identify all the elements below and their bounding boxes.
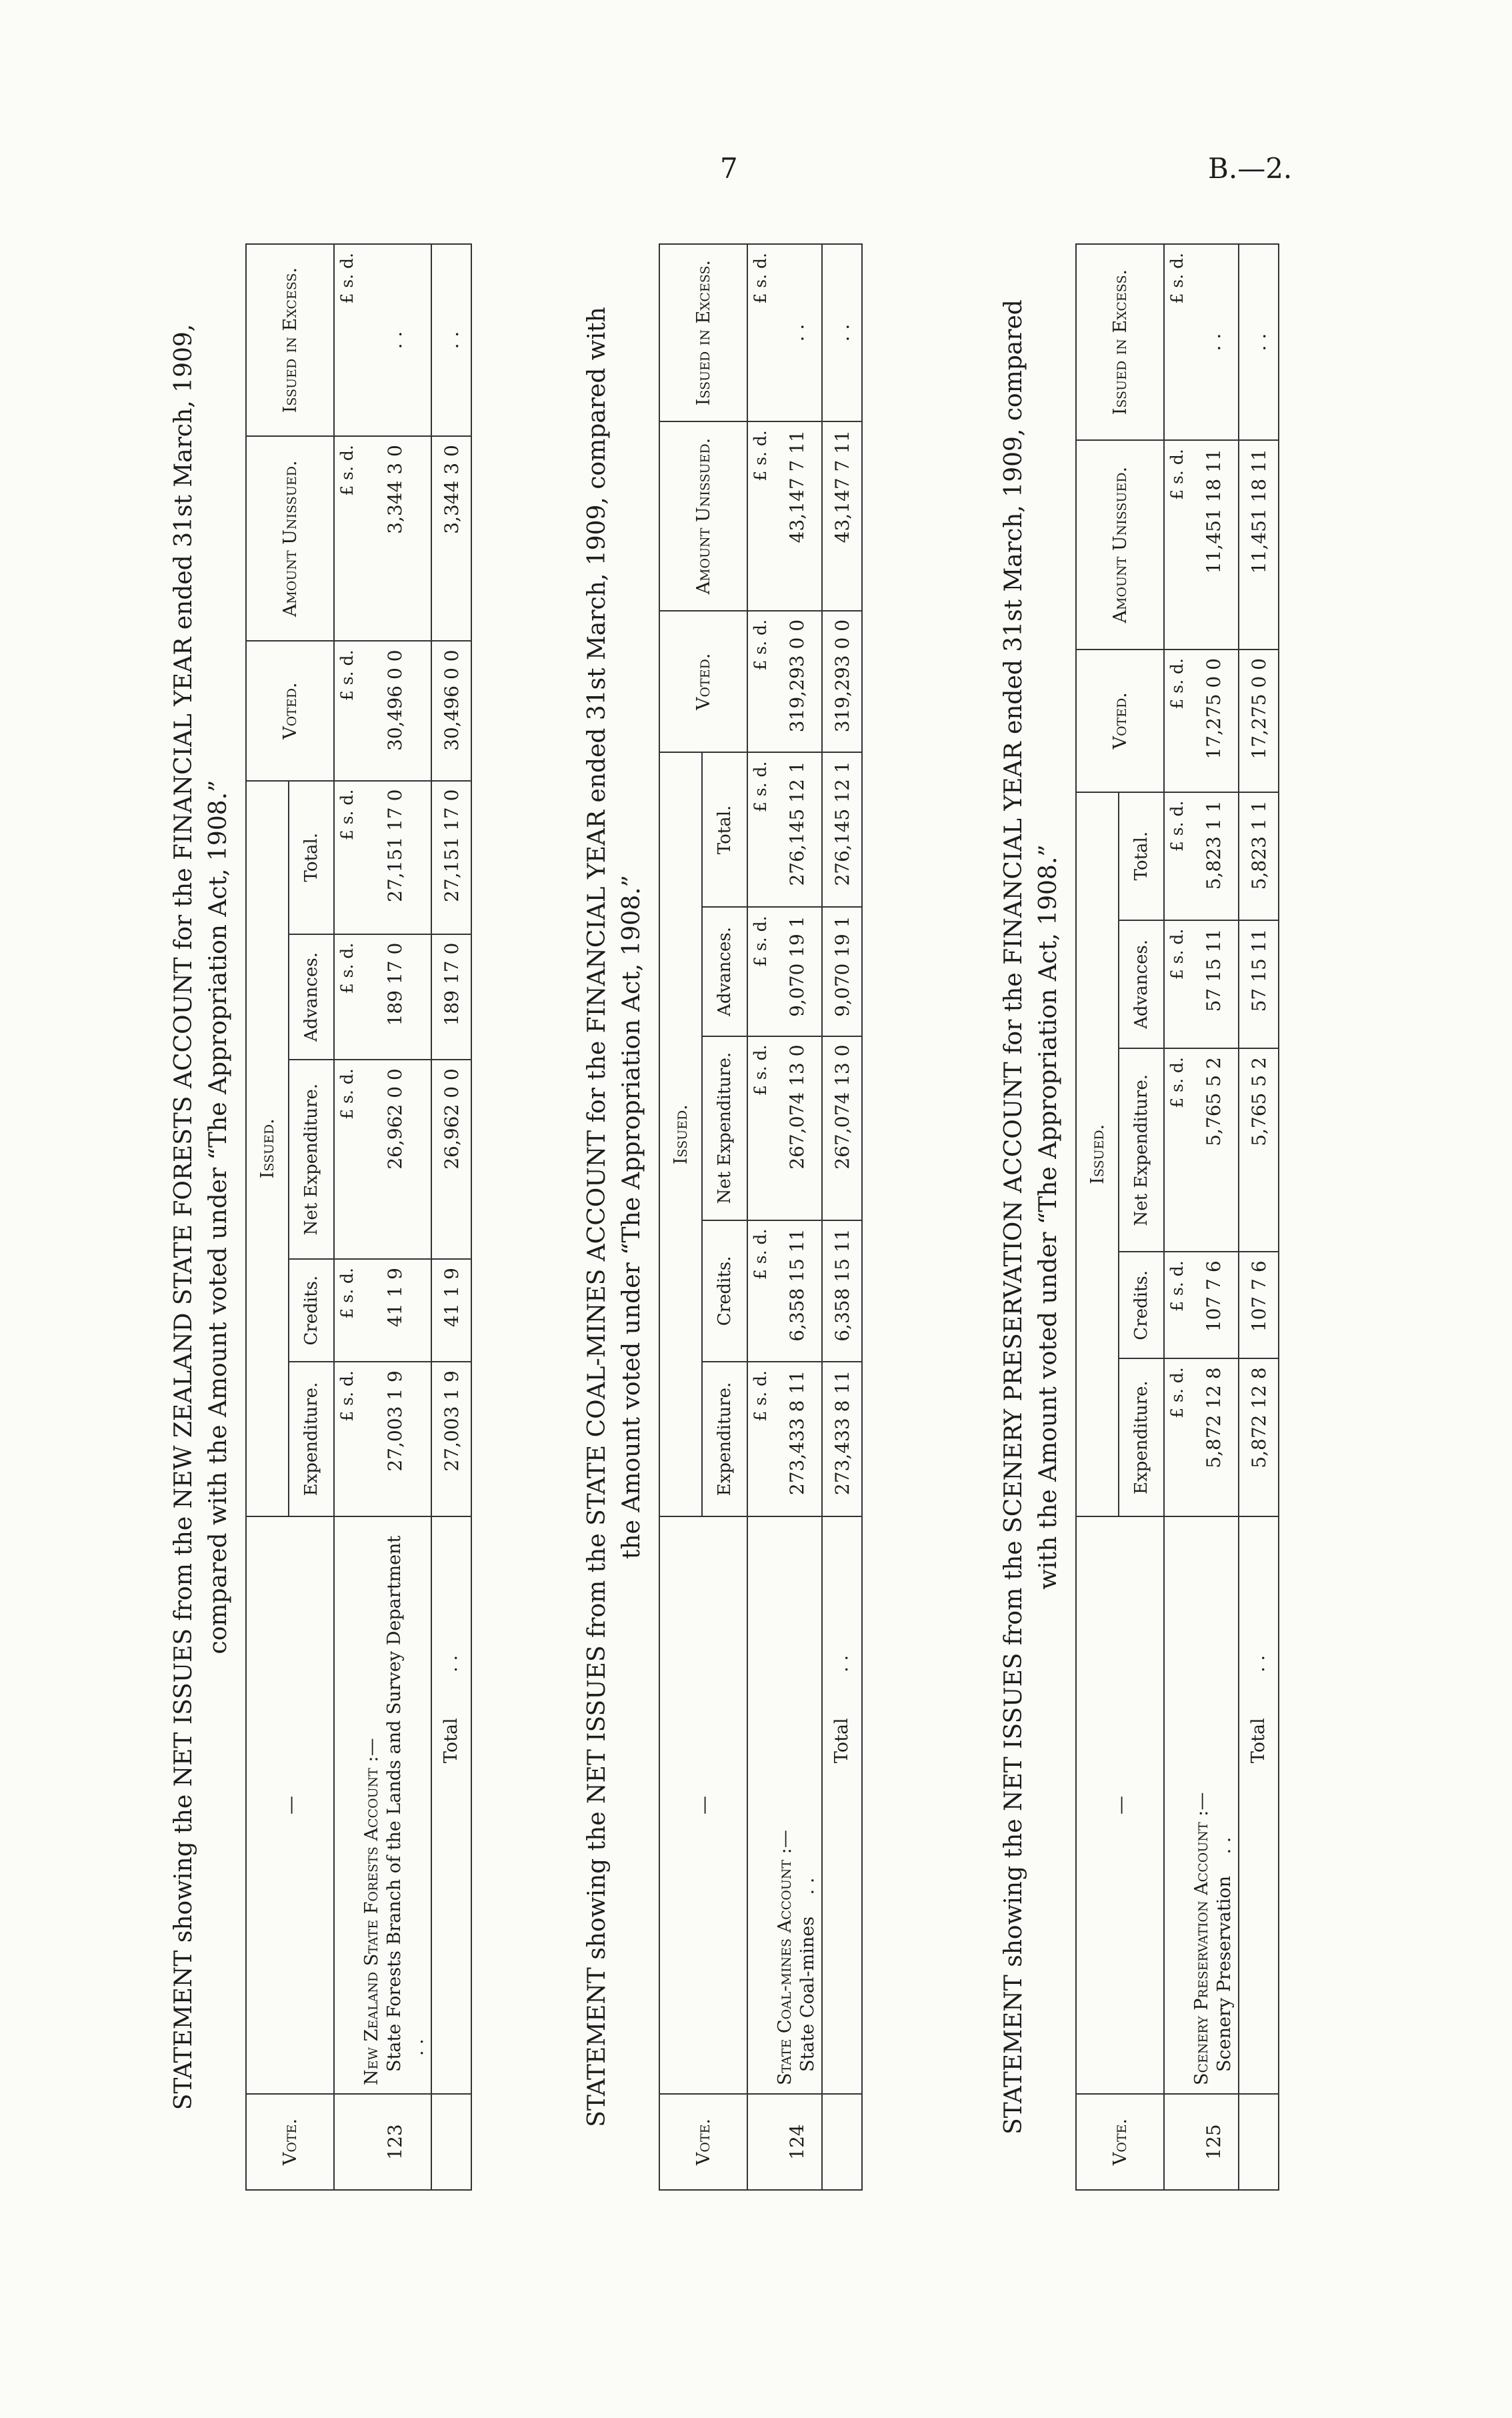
vote-header: Vote. bbox=[659, 2094, 747, 2190]
total-total: 5,823 1 1 bbox=[1239, 792, 1279, 920]
total-label: Total bbox=[1248, 1718, 1269, 1764]
issued-header: Issued. bbox=[659, 753, 702, 1517]
issued-in-excess-value: . . bbox=[772, 244, 822, 421]
expenditure-total: 5,872 12 8 bbox=[1239, 1358, 1279, 1516]
account-item-dots: . . bbox=[407, 2039, 427, 2056]
credits-total: 6,358 15 11 bbox=[822, 1220, 862, 1362]
vote-cell-blank bbox=[1164, 2094, 1189, 2190]
voted-units: £ s. d. bbox=[1164, 650, 1189, 792]
total-units: £ s. d. bbox=[747, 753, 772, 908]
expenditure-header: Expenditure. bbox=[702, 1362, 747, 1516]
advances-value: 189 17 0 bbox=[359, 934, 431, 1060]
expenditure-total: 27,003 1 9 bbox=[431, 1362, 471, 1516]
statement-table bbox=[659, 243, 863, 2191]
credits-units: £ s. d. bbox=[1164, 1252, 1189, 1358]
total-label-cell bbox=[822, 1516, 862, 2094]
statement-title bbox=[580, 217, 649, 2217]
vote-header: Vote. bbox=[246, 2094, 334, 2190]
amount-unissued-total: 11,451 18 11 bbox=[1239, 440, 1279, 650]
amount-unissued-total: 43,147 7 11 bbox=[822, 421, 862, 611]
net-expenditure-header: Net Expenditure. bbox=[289, 1060, 334, 1259]
issued-in-excess-total: . . bbox=[822, 244, 862, 421]
issued-header: Issued. bbox=[246, 781, 289, 1516]
account-item: State Forests Branch of the Lands and Survey Department bbox=[384, 1535, 405, 2072]
desc-cell-blank bbox=[334, 1516, 359, 2094]
statement-title-line-1: STATEMENT showing the NET ISSUES from the STATE COAL-MINES ACCOUNT for the FINANCIAL YEAR ended 31st March, 1909, compared with bbox=[583, 307, 611, 2127]
expenditure-header: Expenditure. bbox=[289, 1362, 334, 1516]
expenditure-value: 273,433 8 11 bbox=[772, 1362, 822, 1516]
advances-units: £ s. d. bbox=[747, 907, 772, 1036]
table-row bbox=[359, 244, 431, 2190]
issued-in-excess-header: Issued in Excess. bbox=[1076, 244, 1164, 440]
statement-scenery-preservation bbox=[997, 217, 1279, 2217]
total-header: Total. bbox=[1119, 792, 1164, 920]
total-total: 27,151 17 0 bbox=[431, 781, 471, 934]
account-item-dots: . . bbox=[1214, 1837, 1235, 1855]
voted-units: £ s. d. bbox=[334, 641, 359, 780]
advances-units: £ s. d. bbox=[334, 934, 359, 1060]
total-row bbox=[1239, 244, 1279, 2190]
total-label-dots: . . bbox=[831, 1654, 852, 1672]
total-label-dots: . . bbox=[1248, 1654, 1269, 1672]
account-item: Scenery Preservation bbox=[1214, 1876, 1235, 2072]
amount-unissued-value: 11,451 18 11 bbox=[1189, 440, 1239, 650]
account-item-dots: . . bbox=[797, 1877, 818, 1895]
advances-total: 57 15 11 bbox=[1239, 920, 1279, 1049]
net-expenditure-header: Net Expenditure. bbox=[1119, 1048, 1164, 1252]
statement-title-line-1: STATEMENT showing the NET ISSUES from the SCENERY PRESERVATION ACCOUNT for the FINANCIAL YEAR ended 31st March, 1909, compared bbox=[1000, 299, 1027, 2135]
credits-header: Credits. bbox=[702, 1220, 747, 1362]
total-row bbox=[431, 244, 471, 2190]
description-header: — bbox=[659, 1516, 747, 2094]
amount-unissued-header: Amount Unissued. bbox=[1076, 440, 1164, 650]
credits-value: 6,358 15 11 bbox=[772, 1220, 822, 1362]
total-value: 5,823 1 1 bbox=[1189, 792, 1239, 920]
credits-header: Credits. bbox=[289, 1259, 334, 1362]
vote-total-blank bbox=[1239, 2094, 1279, 2190]
advances-value: 9,070 19 1 bbox=[772, 907, 822, 1036]
statement-title-line-1: STATEMENT showing the NET ISSUES from the NEW ZEALAND STATE FORESTS ACCOUNT for the FINANCIAL YEAR ended 31st March, 1909, bbox=[170, 323, 197, 2111]
issued-in-excess-units: £ s. d. bbox=[334, 244, 359, 436]
description-header: — bbox=[1076, 1516, 1164, 2094]
advances-value: 57 15 11 bbox=[1189, 920, 1239, 1049]
statement-table bbox=[245, 243, 472, 2191]
expenditure-value: 5,872 12 8 bbox=[1189, 1358, 1239, 1516]
statement-table bbox=[1075, 243, 1279, 2191]
credits-total: 41 1 9 bbox=[431, 1259, 471, 1362]
voted-value: 30,496 0 0 bbox=[359, 641, 431, 780]
account-name: New Zealand State Forests Account :— bbox=[361, 1738, 382, 2085]
statement-title-line-2: the Amount voted under “The Appropriation Act, 1908.” bbox=[618, 875, 645, 1559]
total-units: £ s. d. bbox=[334, 781, 359, 934]
page-reference: B.—2. bbox=[1208, 152, 1293, 185]
amount-unissued-units: £ s. d. bbox=[747, 421, 772, 611]
issued-in-excess-header: Issued in Excess. bbox=[659, 244, 747, 421]
advances-units: £ s. d. bbox=[1164, 920, 1189, 1049]
issued-in-excess-value: . . bbox=[359, 244, 431, 436]
issued-header: Issued. bbox=[1076, 792, 1119, 1516]
expenditure-total: 273,433 8 11 bbox=[822, 1362, 862, 1516]
total-header: Total. bbox=[702, 753, 747, 908]
total-value: 276,145 12 1 bbox=[772, 753, 822, 908]
account-name: Scenery Preservation Account :— bbox=[1191, 1792, 1212, 2085]
voted-value: 319,293 0 0 bbox=[772, 611, 822, 753]
net-expenditure-value: 267,074 13 0 bbox=[772, 1036, 822, 1220]
total-total: 276,145 12 1 bbox=[822, 753, 862, 908]
credits-value: 107 7 6 bbox=[1189, 1252, 1239, 1358]
credits-value: 41 1 9 bbox=[359, 1259, 431, 1362]
expenditure-units: £ s. d. bbox=[747, 1362, 772, 1516]
account-name: State Coal-mines Account :— bbox=[775, 1830, 795, 2085]
description-header: — bbox=[246, 1516, 334, 2094]
expenditure-header: Expenditure. bbox=[1119, 1358, 1164, 1516]
desc-cell-blank bbox=[747, 1516, 772, 2094]
voted-total: 30,496 0 0 bbox=[431, 641, 471, 780]
vote-number: 125 bbox=[1189, 2094, 1239, 2190]
vote-number: 124 bbox=[772, 2094, 822, 2190]
total-value: 27,151 17 0 bbox=[359, 781, 431, 934]
issued-in-excess-value: . . bbox=[1189, 244, 1239, 440]
total-label: Total bbox=[831, 1718, 852, 1764]
issued-in-excess-total: . . bbox=[431, 244, 471, 436]
expenditure-units: £ s. d. bbox=[1164, 1358, 1189, 1516]
account-description bbox=[359, 1516, 431, 2094]
credits-units: £ s. d. bbox=[747, 1220, 772, 1362]
amount-unissued-value: 43,147 7 11 bbox=[772, 421, 822, 611]
statement-title bbox=[167, 217, 236, 2217]
issued-in-excess-header: Issued in Excess. bbox=[246, 244, 334, 436]
table-row bbox=[1189, 244, 1239, 2190]
net-expenditure-total: 267,074 13 0 bbox=[822, 1036, 862, 1220]
voted-total: 17,275 0 0 bbox=[1239, 650, 1279, 792]
vote-cell-blank bbox=[334, 2094, 359, 2190]
net-expenditure-total: 5,765 5 2 bbox=[1239, 1048, 1279, 1252]
advances-header: Advances. bbox=[1119, 920, 1164, 1049]
vote-cell-blank bbox=[747, 2094, 772, 2190]
statement-title bbox=[997, 217, 1066, 2217]
advances-header: Advances. bbox=[702, 907, 747, 1036]
voted-value: 17,275 0 0 bbox=[1189, 650, 1239, 792]
amount-unissued-value: 3,344 3 0 bbox=[359, 436, 431, 641]
advances-total: 189 17 0 bbox=[431, 934, 471, 1060]
issued-in-excess-units: £ s. d. bbox=[747, 244, 772, 421]
expenditure-units: £ s. d. bbox=[334, 1362, 359, 1516]
credits-units: £ s. d. bbox=[334, 1259, 359, 1362]
desc-cell-blank bbox=[1164, 1516, 1189, 2094]
credits-header: Credits. bbox=[1119, 1252, 1164, 1358]
total-units: £ s. d. bbox=[1164, 792, 1189, 920]
voted-total: 319,293 0 0 bbox=[822, 611, 862, 753]
vote-total-blank bbox=[822, 2094, 862, 2190]
advances-header: Advances. bbox=[289, 934, 334, 1060]
amount-unissued-units: £ s. d. bbox=[1164, 440, 1189, 650]
amount-unissued-header: Amount Unissued. bbox=[246, 436, 334, 641]
net-expenditure-units: £ s. d. bbox=[747, 1036, 772, 1220]
page-number: 7 bbox=[720, 152, 738, 185]
vote-number: 123 bbox=[359, 2094, 431, 2190]
issued-in-excess-total: . . bbox=[1239, 244, 1279, 440]
net-expenditure-total: 26,962 0 0 bbox=[431, 1060, 471, 1259]
statement-state-forests bbox=[167, 217, 472, 2217]
statement-title-line-2: with the Amount voted under “The Appropriation Act, 1908.” bbox=[1035, 844, 1062, 1590]
vote-header: Vote. bbox=[1076, 2094, 1164, 2190]
net-expenditure-value: 5,765 5 2 bbox=[1189, 1048, 1239, 1252]
credits-total: 107 7 6 bbox=[1239, 1252, 1279, 1358]
net-expenditure-units: £ s. d. bbox=[1164, 1048, 1189, 1252]
total-label-cell bbox=[1239, 1516, 1279, 2094]
vote-total-blank bbox=[431, 2094, 471, 2190]
expenditure-value: 27,003 1 9 bbox=[359, 1362, 431, 1516]
account-description bbox=[1189, 1516, 1239, 2094]
total-header: Total. bbox=[289, 781, 334, 934]
statement-state-coal-mines bbox=[580, 217, 863, 2217]
voted-header: Voted. bbox=[246, 641, 334, 780]
total-row bbox=[822, 244, 862, 2190]
statement-title-line-2: compared with the Amount voted under “The Appropriation Act, 1908.” bbox=[205, 780, 232, 1654]
advances-total: 9,070 19 1 bbox=[822, 907, 862, 1036]
amount-unissued-total: 3,344 3 0 bbox=[431, 436, 471, 641]
voted-header: Voted. bbox=[659, 611, 747, 753]
voted-units: £ s. d. bbox=[747, 611, 772, 753]
total-label: Total bbox=[441, 1718, 461, 1764]
amount-unissued-units: £ s. d. bbox=[334, 436, 359, 641]
voted-header: Voted. bbox=[1076, 650, 1164, 792]
amount-unissued-header: Amount Unissued. bbox=[659, 421, 747, 611]
total-label-cell bbox=[431, 1516, 471, 2094]
account-item: State Coal-mines bbox=[797, 1916, 818, 2072]
net-expenditure-header: Net Expenditure. bbox=[702, 1036, 747, 1220]
net-expenditure-value: 26,962 0 0 bbox=[359, 1060, 431, 1259]
issued-in-excess-units: £ s. d. bbox=[1164, 244, 1189, 440]
account-description bbox=[772, 1516, 822, 2094]
net-expenditure-units: £ s. d. bbox=[334, 1060, 359, 1259]
table-row bbox=[772, 244, 822, 2190]
total-label-dots: . . bbox=[441, 1654, 461, 1672]
